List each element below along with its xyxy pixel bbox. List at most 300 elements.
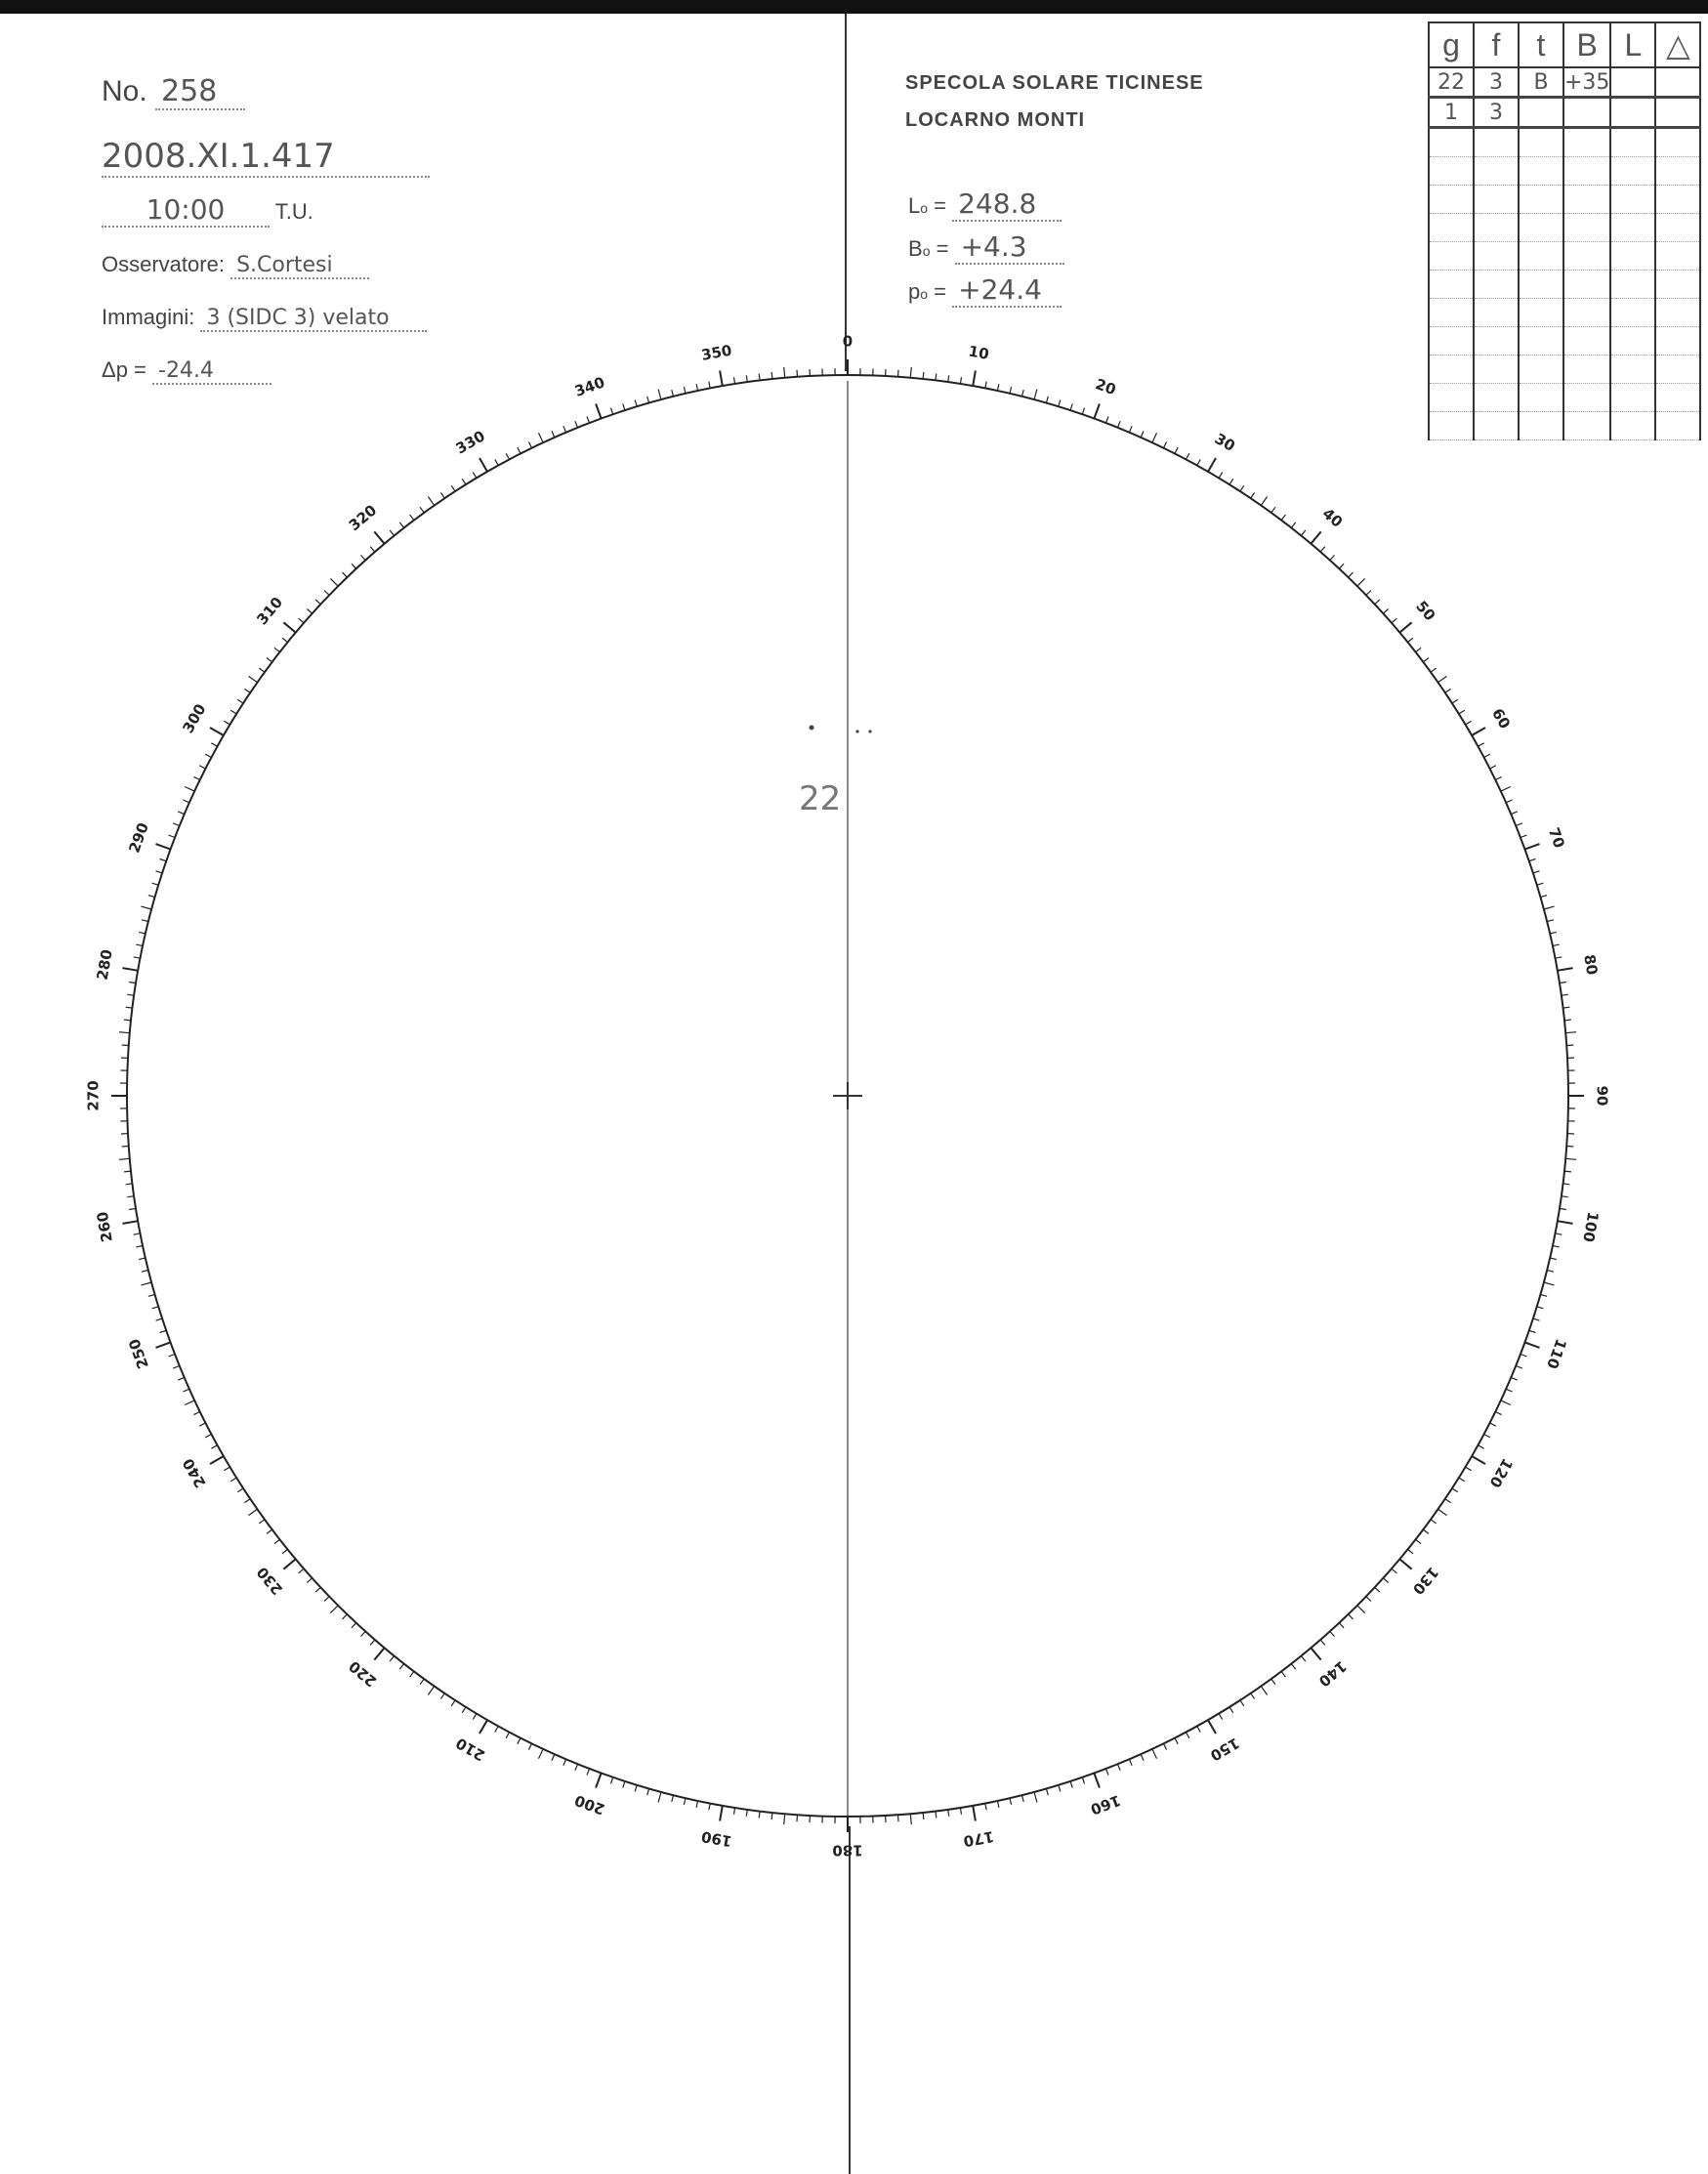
degree-tick [462, 479, 466, 484]
degree-tick [1459, 710, 1465, 714]
degree-tick [361, 555, 366, 560]
degree-tick [784, 1814, 785, 1824]
degree-label: 60 [1488, 705, 1515, 732]
degree-label: 100 [1579, 1210, 1603, 1244]
degree-label: 40 [1318, 504, 1347, 531]
degree-tick [672, 1795, 674, 1802]
degree-tick [399, 523, 403, 528]
degree-tick [1490, 1423, 1496, 1426]
table-cell: +35 [1563, 67, 1610, 98]
sunspot-dot [855, 730, 858, 732]
degree-tick [123, 1221, 139, 1224]
degree-tick [1506, 1389, 1512, 1392]
degree-tick [623, 1781, 625, 1788]
degree-tick [973, 1806, 976, 1821]
degree-tick [575, 421, 578, 428]
report-number-label: No. [102, 75, 147, 107]
degree-tick [1118, 1764, 1121, 1771]
degree-tick [1540, 896, 1547, 898]
degree-label: 150 [1207, 1734, 1243, 1765]
degree-tick [199, 1423, 205, 1426]
degree-tick [1357, 1606, 1365, 1613]
degree-tick [1082, 408, 1084, 415]
degree-tick [1423, 1529, 1429, 1533]
sunspot-group-label: 22 [799, 779, 842, 818]
degree-tick [259, 668, 265, 672]
degree-tick [1070, 1781, 1072, 1788]
degree-tick [1511, 812, 1518, 815]
degree-label: 350 [699, 341, 733, 364]
degree-tick [635, 1785, 637, 1792]
degree-tick [1339, 564, 1344, 568]
degree-label: 130 [1408, 1563, 1442, 1599]
degree-tick [142, 920, 148, 922]
degree-label: 70 [1544, 824, 1568, 851]
degree-tick [647, 397, 649, 403]
degree-tick [1330, 1631, 1335, 1636]
degree-tick [1537, 1307, 1544, 1309]
degree-tick [1291, 523, 1295, 528]
degree-tick [1229, 1707, 1233, 1713]
degree-tick [1070, 404, 1072, 411]
degree-tick [330, 1606, 338, 1613]
degree-tick [148, 1294, 155, 1296]
table-cell: 3 [1474, 67, 1519, 98]
degree-tick [139, 1258, 146, 1260]
degree-tick [1320, 1640, 1325, 1645]
degree-tick [1152, 433, 1157, 442]
degree-tick [1251, 492, 1255, 498]
degree-tick [1010, 1798, 1012, 1805]
degree-tick [1438, 676, 1447, 682]
degree-tick [759, 1812, 760, 1819]
degree-tick [1495, 1412, 1501, 1415]
degree-tick [539, 433, 544, 442]
degree-tick [746, 1810, 747, 1817]
degree-label: 170 [962, 1827, 996, 1851]
degree-tick [249, 676, 258, 682]
degree-tick [1506, 800, 1512, 803]
degree-tick [596, 1774, 602, 1788]
degree-tick [183, 1389, 188, 1392]
param-L0-value: 248.8 [952, 188, 1062, 222]
degree-tick [1301, 530, 1305, 536]
degree-tick [1563, 1184, 1570, 1185]
degree-tick [420, 1679, 424, 1685]
table-cell: B [1519, 67, 1563, 98]
degree-tick [784, 367, 785, 378]
degree-tick [898, 370, 899, 377]
degree-tick [1553, 944, 1560, 946]
col-g: g [1429, 22, 1474, 67]
degree-tick [1375, 1587, 1380, 1592]
param-B0-eq: = [936, 236, 949, 261]
degree-tick [1106, 1769, 1109, 1776]
degree-tick [1046, 397, 1048, 403]
degree-tick [1529, 859, 1536, 861]
degree-label: 20 [1093, 375, 1119, 399]
degree-tick [1553, 1245, 1560, 1247]
degree-tick [374, 1648, 384, 1659]
degree-tick [156, 844, 171, 850]
degree-tick [1479, 1445, 1484, 1448]
degree-tick [611, 408, 613, 415]
degree-tick [134, 1233, 141, 1234]
degree-tick [124, 1020, 131, 1021]
degree-tick [244, 1499, 250, 1503]
degree-label: 180 [832, 1841, 863, 1860]
degree-tick [374, 531, 384, 543]
degree-tick [1529, 1330, 1536, 1332]
degree-tick [199, 766, 205, 769]
degree-label: 260 [93, 1210, 116, 1244]
degree-tick [1558, 968, 1573, 971]
degree-tick [910, 1814, 911, 1824]
degree-tick [898, 1815, 899, 1821]
degree-tick [1550, 1258, 1557, 1260]
degree-tick [1490, 766, 1496, 769]
degree-tick [1479, 743, 1484, 746]
degree-tick [658, 390, 661, 400]
param-L0-eq: = [934, 193, 947, 218]
degree-label: 210 [452, 1734, 488, 1765]
degree-tick [1547, 920, 1554, 922]
table-cell: 3 [1474, 98, 1519, 128]
degree-label: 230 [253, 1563, 287, 1599]
delta-p-value: -24.4 [152, 358, 271, 385]
degree-tick [948, 375, 949, 382]
degree-tick [315, 600, 320, 605]
degree-tick [771, 372, 772, 379]
degree-tick [684, 1798, 686, 1805]
degree-tick [1082, 1777, 1084, 1784]
degree-tick [1106, 417, 1109, 424]
degree-label: 240 [179, 1455, 210, 1491]
degree-tick [973, 371, 976, 387]
degree-tick [1240, 1700, 1244, 1706]
degree-tick [1537, 883, 1544, 885]
degree-tick [1416, 648, 1422, 651]
degree-tick [139, 932, 146, 934]
degree-label: 160 [1088, 1791, 1123, 1819]
degree-tick [797, 370, 798, 377]
degree-tick [1152, 1749, 1157, 1759]
degree-tick [1452, 1488, 1458, 1492]
degree-tick [1281, 515, 1285, 521]
degree-label: 300 [179, 700, 210, 736]
degree-tick [1383, 1578, 1388, 1583]
degree-tick [1431, 1520, 1437, 1524]
degree-tick [315, 1587, 320, 1592]
degree-tick [410, 515, 414, 521]
degree-tick [185, 1401, 194, 1405]
degree-tick [127, 994, 134, 995]
col-B: B [1563, 22, 1610, 67]
degree-tick [307, 1578, 312, 1583]
degree-tick [1544, 906, 1555, 909]
degree-tick [936, 1812, 937, 1819]
degree-tick [283, 1559, 295, 1568]
degree-tick [129, 982, 136, 983]
degree-tick [1566, 1045, 1573, 1046]
degree-tick [563, 426, 566, 433]
degree-tick [462, 1707, 466, 1713]
degree-tick [596, 404, 602, 419]
degree-label: 340 [572, 373, 607, 400]
degree-tick [122, 1147, 129, 1148]
degree-tick [1271, 507, 1275, 513]
degree-tick [330, 578, 338, 586]
degree-tick [193, 1412, 199, 1415]
degree-tick [1560, 1208, 1566, 1209]
degree-tick [343, 572, 348, 577]
degree-tick [960, 1808, 961, 1815]
param-p0-sub: o [920, 286, 929, 302]
degree-tick [119, 1032, 130, 1033]
observer-value: S.Cortesi [230, 253, 369, 279]
degree-tick [563, 1759, 566, 1766]
degree-tick [169, 835, 176, 838]
degree-tick [274, 648, 280, 651]
degree-tick [160, 859, 167, 861]
degree-tick [997, 384, 999, 391]
degree-tick [495, 459, 498, 465]
degree-tick [267, 1529, 272, 1533]
degree-tick [134, 957, 141, 958]
degree-tick [1484, 754, 1490, 757]
degree-tick [1330, 555, 1335, 560]
degree-tick [771, 1813, 772, 1819]
degree-tick [299, 1568, 304, 1573]
degree-label: 10 [967, 342, 991, 363]
degree-tick [343, 1614, 348, 1619]
degree-tick [1349, 572, 1354, 577]
degree-label: 320 [345, 501, 381, 535]
degree-tick [283, 622, 295, 632]
degree-tick [709, 382, 710, 389]
degree-tick [259, 1520, 265, 1524]
degree-tick [1320, 547, 1325, 552]
degree-tick [1175, 1738, 1178, 1744]
degree-tick [1564, 1020, 1571, 1021]
degree-tick [178, 1377, 185, 1380]
degree-tick [267, 658, 272, 662]
degree-tick [1271, 1679, 1275, 1685]
degree-tick [1459, 1478, 1465, 1482]
degree-tick [1516, 1366, 1522, 1369]
degree-tick [479, 1720, 487, 1734]
degree-tick [696, 1801, 698, 1808]
degree-tick [746, 375, 747, 382]
degree-label: 80 [1580, 952, 1602, 977]
degree-tick [473, 472, 477, 478]
degree-tick [672, 390, 674, 397]
degree-tick [324, 1597, 329, 1602]
degree-tick [635, 400, 637, 407]
param-p0-value: +24.4 [952, 273, 1062, 308]
degree-tick [390, 1656, 394, 1662]
degree-tick [1547, 1271, 1554, 1273]
degree-tick [1565, 1032, 1576, 1033]
degree-label: 0 [842, 332, 854, 351]
degree-tick [1022, 1795, 1024, 1802]
degree-tick [1466, 1467, 1472, 1471]
degree-label: 30 [1211, 429, 1238, 455]
time-unit-label: T.U. [274, 199, 313, 224]
degree-tick [1059, 1785, 1061, 1792]
degree-label: 330 [452, 427, 488, 458]
degree-tick [539, 1749, 544, 1759]
degree-tick [428, 497, 434, 506]
degree-tick [307, 609, 312, 614]
degree-tick [237, 1488, 243, 1492]
degree-label: 110 [1543, 1336, 1570, 1371]
degree-tick [1229, 479, 1233, 484]
degree-tick [1472, 728, 1485, 735]
degree-tick [1484, 1435, 1490, 1438]
degree-tick [1399, 622, 1411, 632]
degree-tick [1562, 994, 1568, 995]
observation-date-value: 2008.XI.1.417 [102, 137, 430, 178]
degree-tick [224, 1467, 229, 1471]
degree-tick [1164, 441, 1167, 447]
degree-tick [479, 458, 487, 472]
degree-tick [224, 721, 229, 725]
degree-tick [1408, 638, 1414, 642]
degree-tick [127, 1196, 134, 1197]
degree-tick [797, 1815, 798, 1821]
degree-tick [960, 377, 961, 384]
degree-tick [1533, 871, 1540, 873]
degree-tick [1118, 421, 1121, 428]
degree-tick [1339, 1623, 1344, 1628]
degree-tick [1399, 1559, 1411, 1568]
degree-tick [923, 372, 924, 379]
degree-tick [1540, 1294, 1547, 1296]
degree-tick [1034, 390, 1037, 400]
degree-tick [1261, 1687, 1267, 1695]
degree-label: 220 [345, 1656, 381, 1691]
observatory-name: SPECOLA SOLARE TICINESE [905, 72, 1204, 94]
degree-tick [274, 1539, 280, 1543]
degree-tick [1431, 668, 1437, 672]
degree-tick [142, 1282, 152, 1285]
degree-tick [1495, 776, 1501, 779]
degree-tick [126, 1184, 133, 1185]
degree-tick [1366, 1597, 1371, 1602]
table-cell: 1 [1429, 98, 1474, 128]
degree-tick [1563, 1007, 1570, 1008]
degree-tick [1240, 485, 1244, 491]
degree-tick [936, 374, 937, 381]
degree-tick [249, 1509, 258, 1515]
degree-tick [410, 1671, 414, 1677]
degree-tick [352, 564, 356, 568]
degree-tick [1466, 721, 1472, 725]
degree-tick [185, 787, 194, 792]
degree-tick [210, 728, 224, 735]
degree-tick [506, 453, 509, 459]
degree-label: 50 [1412, 597, 1439, 625]
degree-tick [1452, 699, 1458, 703]
degree-tick [1034, 1792, 1037, 1803]
degree-tick [1392, 1568, 1396, 1573]
col-delta: △ [1655, 22, 1700, 67]
degree-tick [696, 384, 698, 391]
degree-tick [1375, 600, 1380, 605]
degree-tick [1197, 1727, 1200, 1733]
degree-tick [1564, 1171, 1571, 1172]
degree-tick [1291, 1664, 1295, 1670]
degree-tick [985, 382, 986, 389]
degree-tick [1208, 1720, 1216, 1734]
degree-tick [1208, 458, 1216, 472]
degree-tick [647, 1788, 649, 1795]
degree-tick [948, 1810, 949, 1817]
degree-tick [178, 812, 185, 815]
table-cell: 22 [1429, 67, 1474, 98]
degree-tick [1197, 459, 1200, 465]
degree-tick [709, 1803, 710, 1810]
degree-tick [528, 441, 531, 447]
degree-tick [1129, 426, 1132, 433]
degree-tick [1445, 1499, 1451, 1503]
images-value: 3 (SIDC 3) velato [200, 306, 427, 332]
degree-tick [1550, 932, 1557, 934]
degree-tick [428, 1687, 434, 1695]
degree-tick [1366, 591, 1371, 596]
degree-tick [1094, 404, 1100, 419]
degree-tick [152, 883, 159, 885]
degree-tick [390, 530, 394, 536]
degree-tick [1521, 835, 1527, 838]
degree-tick [126, 1007, 133, 1008]
degree-tick [473, 1714, 477, 1720]
degree-tick [193, 776, 199, 779]
degree-tick [552, 431, 555, 437]
degree-tick [734, 377, 735, 384]
degree-label: 200 [572, 1791, 607, 1819]
degree-tick [1164, 1743, 1167, 1749]
degree-tick [1187, 453, 1189, 459]
degree-tick [1281, 1671, 1285, 1677]
degree-tick [160, 1330, 167, 1332]
degree-tick [156, 1318, 163, 1320]
col-t: t [1519, 22, 1563, 67]
degree-tick [1521, 1355, 1527, 1358]
degree-label: 140 [1314, 1656, 1351, 1691]
degree-tick [1544, 1282, 1555, 1285]
images-label: Immagini: [102, 305, 195, 329]
degree-label: 90 [1593, 1085, 1611, 1107]
observer-label: Osservatore: [102, 252, 225, 276]
degree-tick [720, 371, 723, 387]
degree-tick [1558, 1221, 1573, 1224]
degree-tick [997, 1801, 999, 1808]
degree-tick [136, 1245, 143, 1247]
degree-tick [1301, 1656, 1305, 1662]
degree-label: 270 [84, 1080, 103, 1111]
degree-tick [370, 1640, 375, 1645]
degree-tick [361, 1631, 366, 1636]
degree-tick [156, 871, 163, 873]
degree-tick [506, 1733, 509, 1738]
degree-tick [230, 710, 236, 714]
degree-tick [211, 743, 217, 746]
degree-tick [1565, 1158, 1576, 1159]
degree-tick [1472, 1456, 1485, 1464]
degree-label: 290 [125, 820, 152, 856]
